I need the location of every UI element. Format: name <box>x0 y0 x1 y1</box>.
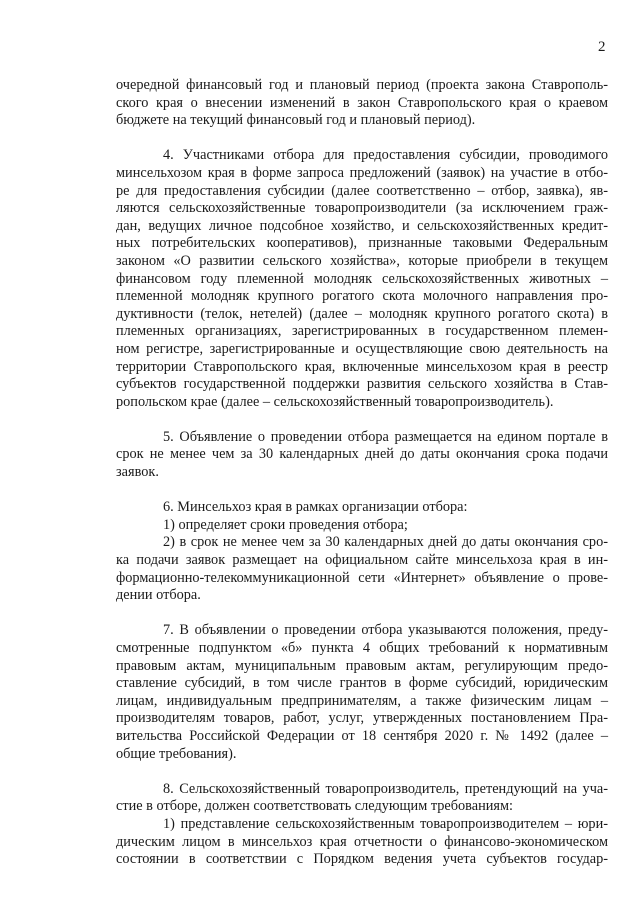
text-line: 5. Объявление о проведении отбора размещается на едином портале в <box>163 428 608 445</box>
text-line: ропольском крае (далее – сельскохозяйственный товаропроизводитель). <box>116 393 554 410</box>
text-line: племенных организациях, зарегистрированных в государственном племен- <box>116 323 608 340</box>
paragraph-6-item-2 <box>116 534 608 604</box>
text-line: финансовом году племенной молодняк сельскохозяйственных животных – <box>116 270 608 287</box>
paragraph-6-item-1 <box>116 517 608 535</box>
text-line: 1) определяет сроки проведения отбора; <box>163 516 408 533</box>
text-line: дении отбора. <box>116 587 201 604</box>
document-body <box>116 77 608 869</box>
text-line: вительства Российской Федерации от 18 сентября 2020 г. № 1492 (далее – <box>116 727 608 744</box>
text-line: состоянии в соответствии с Порядком ведения учета субъектов государ- <box>116 851 608 868</box>
text-line: дическим лицом в минсельхоз края отчетности о финансово-экономическом <box>116 833 608 850</box>
text-line: срок не менее чем за 30 календарных дней до даты окончания срока подачи <box>116 446 608 463</box>
text-line: ка подачи заявок размещает на официальном сайте минсельхоза края в ин- <box>116 552 608 569</box>
text-line: 4. Участниками отбора для предоставления субсидии, проводимого <box>163 147 608 164</box>
text-line: заявок. <box>116 464 159 481</box>
text-line: формационно-телекоммуникационной сети «Интернет» объявление о прове- <box>116 569 608 586</box>
text-line: 8. Сельскохозяйственный товаропроизводитель, претендующий на уча- <box>163 780 608 797</box>
text-line: ном регистре, зарегистрированные и осуществляющие свою деятельность на <box>116 340 608 357</box>
text-line: 2) в срок не менее чем за 30 календарных дней до даты окончания сро- <box>163 534 608 551</box>
text-line: минсельхозом края в форме запроса предложений (заявок) на участие в отбо- <box>116 164 608 181</box>
text-line: бюджете на текущий финансовый год и плановый период). <box>116 112 476 129</box>
text-line: ных потребительских кооперативов), признанные таковыми Федеральным <box>116 235 608 252</box>
paragraph-continuation <box>116 77 608 130</box>
text-line: 1) представление сельскохозяйственным товаропроизводителем – юри- <box>163 815 608 832</box>
text-line: 6. Минсельхоз края в рамках организации отбора: <box>163 499 468 516</box>
paragraph-8-item-1 <box>116 816 608 869</box>
text-line: дан, ведущих личное подсобное хозяйство, и сельскохозяйственных кредит- <box>116 217 608 234</box>
paragraph-6 <box>116 499 608 517</box>
text-line: производителям товаров, работ, услуг, утвержденных постановлением Пра- <box>116 710 608 727</box>
text-line: лицам, индивидуальным предпринимателям, а также физическим лицам – <box>116 692 608 709</box>
text-line: дуктивности (телок, нетелей) (далее – молодняк крупного рогатого скота) в <box>116 305 608 322</box>
text-line: территории Ставропольского края, включенные минсельхозом края в реестр <box>116 358 608 375</box>
text-line: стие в отборе, должен соответствовать следующим требованиям: <box>116 798 513 815</box>
text-line: ставление субсидий, в том числе грантов в форме субсидий, юридическим <box>116 675 608 692</box>
paragraph-4 <box>116 147 608 411</box>
text-line: правовым актам, муниципальным правовым актам, регулирующим предо- <box>116 657 608 674</box>
text-line: общие требования). <box>116 745 237 762</box>
text-line: племенной молодняк крупного рогатого скота молочного направления про- <box>116 288 608 305</box>
paragraph-7 <box>116 622 608 763</box>
text-line: ре для предоставления субсидии (далее соответственно – отбор, заявка), яв- <box>116 182 608 199</box>
text-line: ского края о внесении изменений в закон Ставропольского края о краевом <box>116 94 608 111</box>
text-line: 7. В объявлении о проведении отбора указываются положения, преду- <box>163 622 608 639</box>
text-line: смотренные подпунктом «б» пункта 4 общих требований к нормативным <box>116 640 608 656</box>
text-line: очередной финансовый год и плановый период (проекта закона Ставрополь- <box>116 77 608 93</box>
text-line: ляются сельскохозяйственные товаропроизводители (за исключением граж- <box>116 200 608 217</box>
text-line: субъектов государственной поддержки развития сельского хозяйства в Став- <box>116 376 608 393</box>
page-number: 2 <box>598 39 606 55</box>
paragraph-8 <box>116 781 608 816</box>
text-line: законом «О развитии сельского хозяйства», которые приобрели в текущем <box>116 252 608 269</box>
paragraph-5 <box>116 429 608 482</box>
